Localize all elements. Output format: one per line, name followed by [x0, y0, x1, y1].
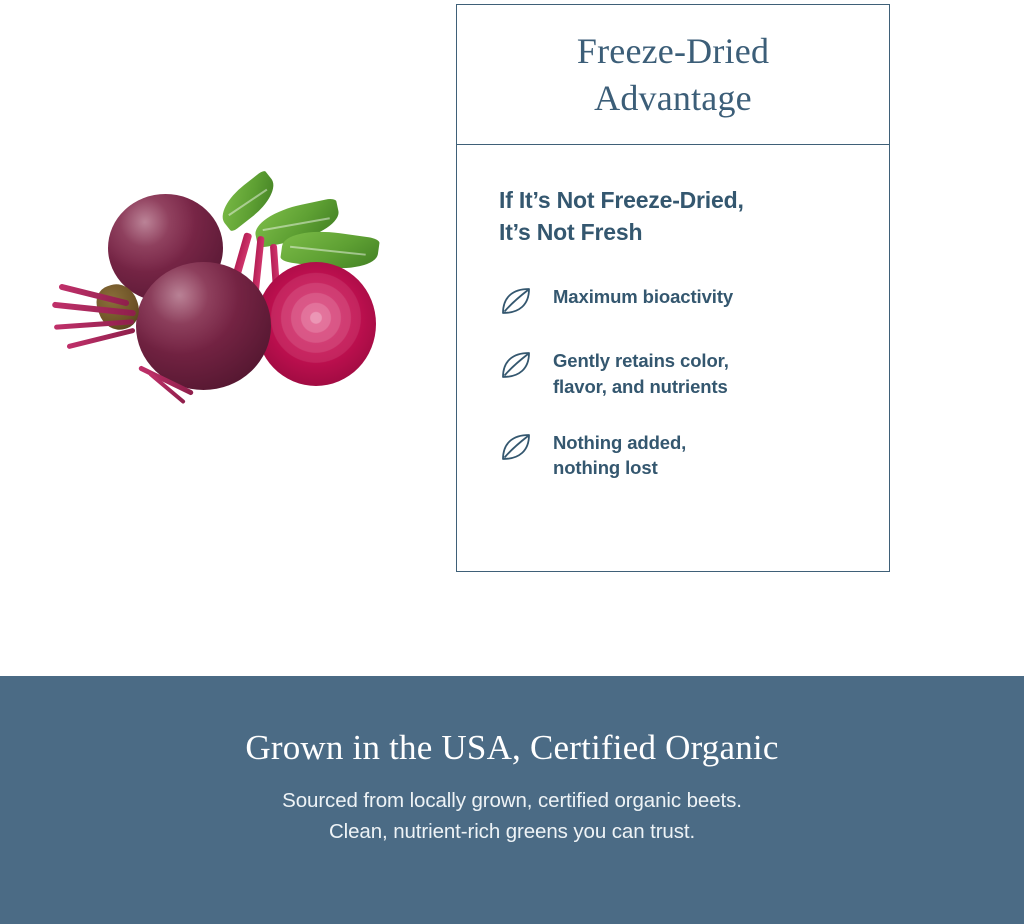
benefit-item: [499, 428, 855, 481]
freeze-dried-advantage-card: [456, 4, 890, 572]
banner-subtext-line-1: Sourced from locally grown, certified organic beets.: [282, 789, 742, 812]
benefit-item: [499, 282, 855, 318]
banner-title: Grown in the USA, Certified Organic: [245, 728, 779, 767]
card-title-line-2: Advantage: [594, 77, 752, 118]
card-subheading: [499, 185, 855, 248]
beet-cut-rings: [256, 262, 376, 386]
benefit-item: [499, 346, 855, 399]
benefit-text: [553, 282, 733, 310]
leaf-icon: [499, 348, 533, 382]
benefit-3-line-2: nothing lost: [553, 457, 658, 479]
banner-subtext: [282, 786, 742, 848]
benefit-1-line-1: Maximum bioactivity: [553, 286, 734, 308]
benefit-2-line-1: Gently retains color,: [553, 350, 729, 372]
banner-subtext-line-2: Clean, nutrient-rich greens you can trust.: [328, 819, 696, 843]
origin-banner: [0, 676, 1024, 924]
benefit-text: [553, 346, 729, 399]
benefit-text: [553, 428, 686, 481]
card-subheading-line-2: It’s Not Fresh: [499, 218, 643, 245]
card-body: [457, 145, 889, 481]
card-subheading-line-1: If It’s Not Freeze-Dried,: [499, 187, 744, 213]
card-title-line-1: Freeze-Dried: [576, 30, 770, 71]
beet-root: [66, 328, 135, 350]
leaf-icon: [499, 284, 533, 318]
card-header: [457, 5, 889, 145]
beet-whole-front: [136, 262, 271, 390]
product-image-beets: [40, 180, 420, 440]
leaf-icon: [499, 430, 533, 464]
benefit-2-line-2: flavor, and nutrients: [553, 375, 728, 397]
benefit-3-line-1: Nothing added,: [553, 431, 687, 453]
